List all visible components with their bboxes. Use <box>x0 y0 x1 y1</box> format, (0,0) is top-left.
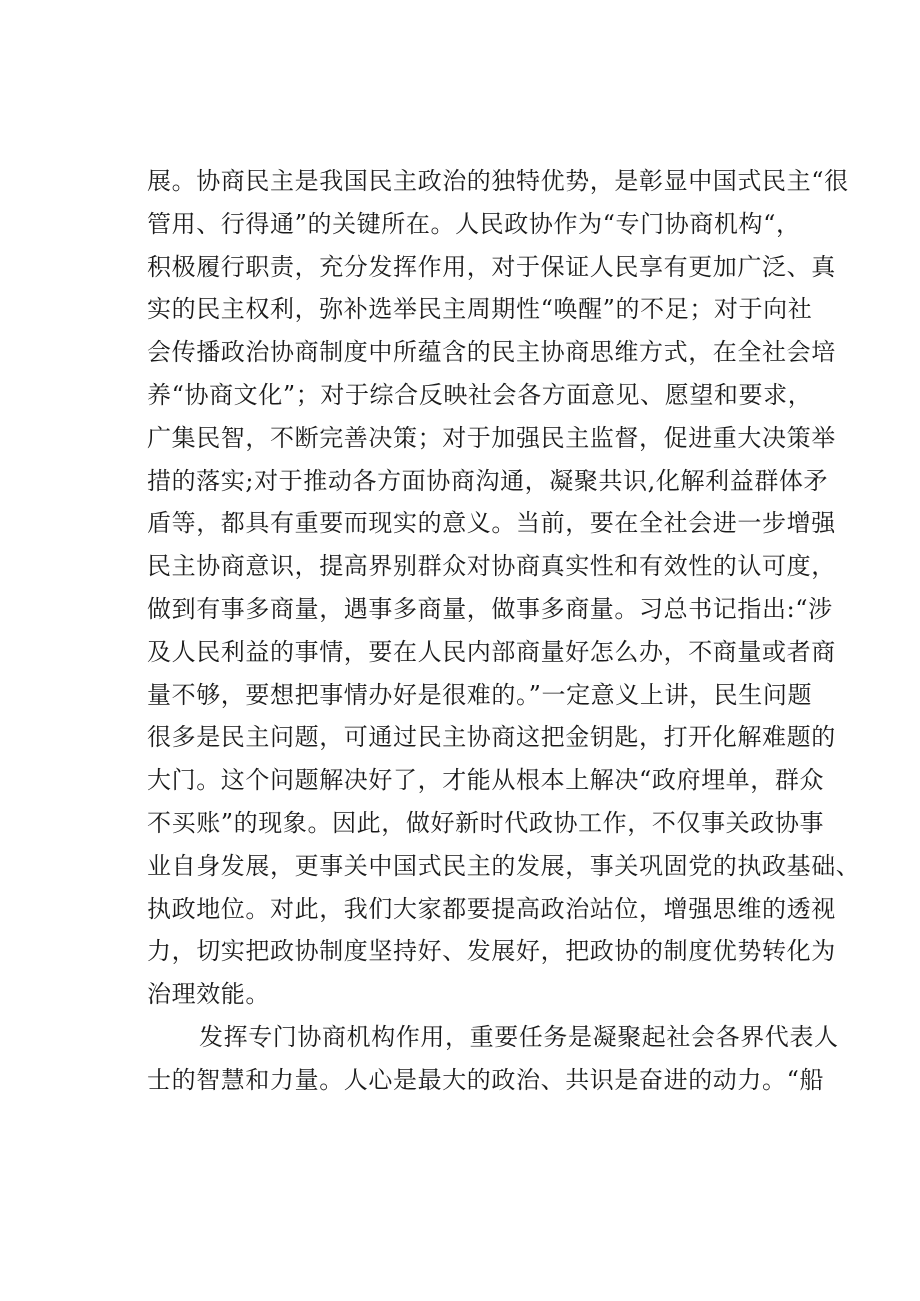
text-line: 实的民主权利，弥补选举民主周期性“唤醒”的不足；对于向社 <box>147 295 813 324</box>
text-line: 不买账”的现象。因此，做好新时代政协工作，不仅事关政协事 <box>147 808 825 837</box>
text-line: 措的落实;对于推动各方面协商沟通，凝聚共识,化解利益群体矛 <box>147 466 829 495</box>
text-line: 治理效能。 <box>147 980 270 1009</box>
text-line: 量不够，要想把事情办好是很难的。”一定意义上讲，民生问题 <box>147 680 813 709</box>
text-line: 养“协商文化”；对于综合反映社会各方面意见、愿望和要求， <box>147 380 813 409</box>
text-line: 大门。这个问题解决好了，才能从根本上解决“政府埋单，群众 <box>147 766 825 795</box>
text-line: 业自身发展，更事关中国式民主的发展，事关巩固党的执政基础、 <box>147 851 861 880</box>
text-line: 会传播政治协商制度中所蕴含的民主协商思维方式，在全社会培 <box>147 338 836 367</box>
text-line: 很多是民主问题，可通过民主协商这把金钥匙，打开化解难题的 <box>147 723 836 752</box>
paragraph-2 <box>147 1016 839 1102</box>
text-line: 力，切实把政协制度坚持好、发展好，把政协的制度优势转化为 <box>147 937 836 966</box>
text-line: 管用、行得通”的关键所在。人民政协作为“专门协商机构“， <box>147 209 801 238</box>
text-line: 发挥专门协商机构作用，重要任务是凝聚起社会各界代表人 <box>199 1022 839 1051</box>
text-line: 广集民智，不断完善决策；对于加强民主监督，促进重大决策举 <box>147 423 836 452</box>
text-line: 士的智慧和力量。人心是最大的政治、共识是奋进的动力。“船 <box>147 1065 825 1094</box>
text-line: 盾等，都具有重要而现实的意义。当前，要在全社会进一步增强 <box>147 509 836 538</box>
text-line: 执政地位。对此，我们大家都要提高政治站位，增强思维的透视 <box>147 894 836 923</box>
text-line: 民主协商意识，提高界别群众对协商真实性和有效性的认可度， <box>147 552 836 581</box>
text-line: 做到有事多商量，遇事多商量，做事多商量。习总书记指出:“涉 <box>147 594 833 623</box>
text-line: 积极履行职责，充分发挥作用，对于保证人民享有更加广泛、真 <box>147 252 836 281</box>
text-line: 及人民利益的事情，要在人民内部商量好怎么办，不商量或者商 <box>147 637 836 666</box>
paragraph-1 <box>147 160 861 1016</box>
body-text <box>147 160 861 1102</box>
text-line: 展。协商民主是我国民主政治的独特优势，是彰显中国式民主“很 <box>147 167 849 195</box>
